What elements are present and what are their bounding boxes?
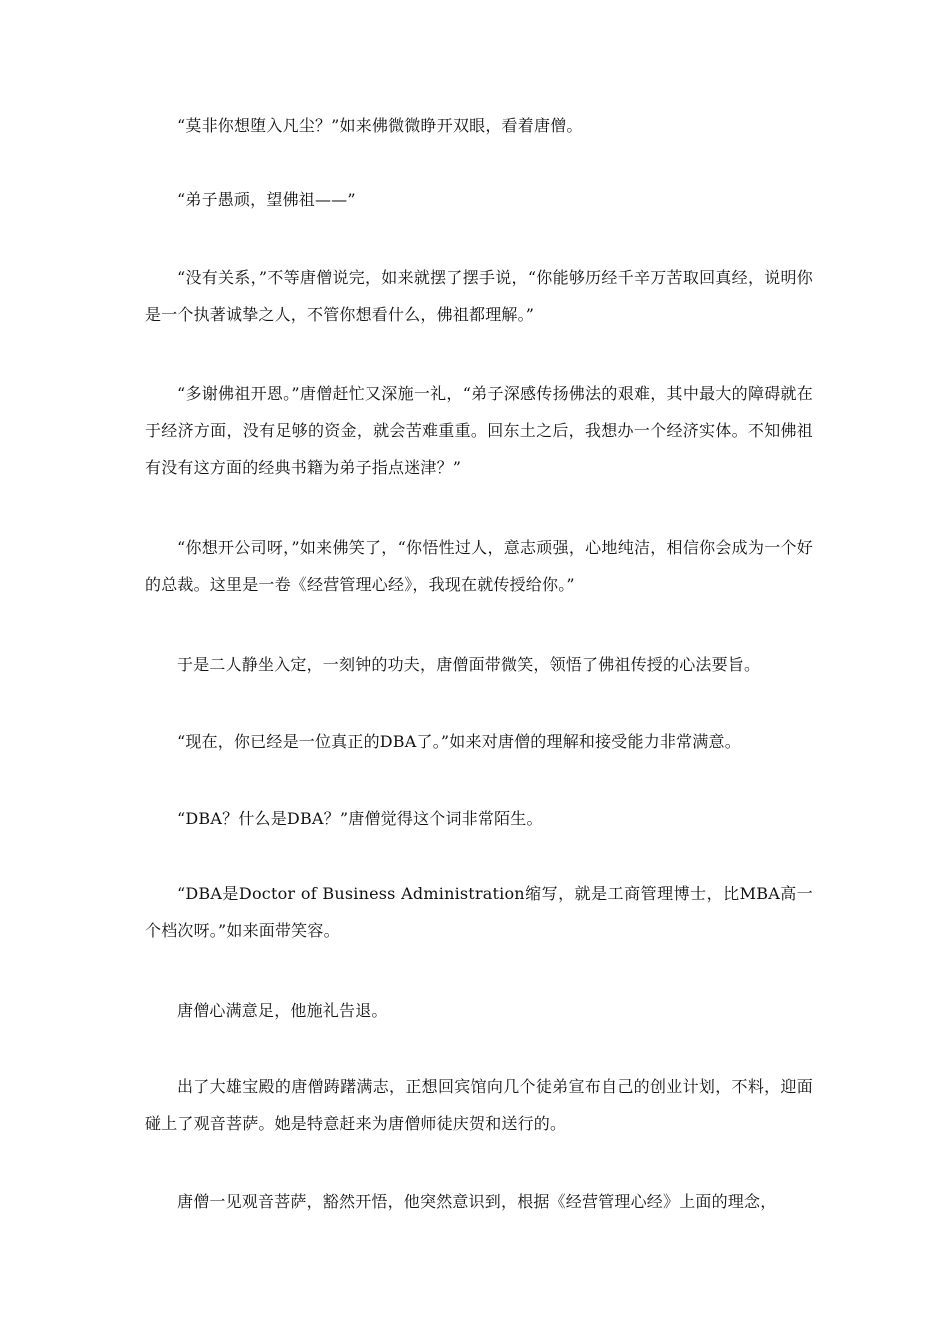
paragraph-11: 出了大雄宝殿的唐僧踌躇满志，正想回宾馆向几个徒弟宣布自己的创业计划，不料，迎面碰上了观音菩萨。她是特意赶来为唐僧师徒庆贺和送行的。: [145, 1077, 813, 1133]
paragraph-10: 唐僧心满意足，他施礼告退。: [177, 1001, 388, 1020]
paragraph-7: “现在，你已经是一位真正的DBA了。”如来对唐僧的理解和接受能力非常满意。: [177, 732, 741, 751]
paragraph-8: “DBA？什么是DBA？”唐僧觉得这个词非常陌生。: [177, 809, 543, 828]
paragraph-3: “没有关系，”不等唐僧说完，如来就摆了摆手说，“你能够历经千辛万苦取回真经，说明你是一个执著诚挚之人，不管你想看什么，佛祖都理解。”: [145, 268, 813, 324]
paragraph-6: 于是二人静坐入定，一刻钟的功夫，唐僧面带微笑，领悟了佛祖传授的心法要旨。: [177, 655, 761, 674]
paragraph-9: “DBA是Doctor of Business Administration缩写，就是工商管理博士，比MBA高一个档次呀。”如来面带笑容。: [145, 884, 813, 940]
paragraph-12: 唐僧一见观音菩萨，豁然开悟，他突然意识到，根据《经营管理心经》上面的理念，: [177, 1192, 777, 1211]
paragraph-5: “你想开公司呀，”如来佛笑了，“你悟性过人，意志顽强，心地纯洁，相信你会成为一个好的总裁。这里是一卷《经营管理心经》，我现在就传授给你。”: [145, 538, 813, 594]
paragraph-2: “弟子愚顽，望佛祖——”: [177, 190, 356, 209]
paragraph-4: “多谢佛祖开恩。”唐僧赶忙又深施一礼，“弟子深感传扬佛法的艰难，其中最大的障碍就在于经济方面，没有足够的资金，就会苦难重重。回东土之后，我想办一个经济实体。不知佛祖有没有这方面的经典书籍为弟子指点迷津？”: [145, 384, 813, 477]
paragraph-1: “莫非你想堕入凡尘？”如来佛微微睁开双眼，看着唐僧。: [177, 116, 583, 135]
